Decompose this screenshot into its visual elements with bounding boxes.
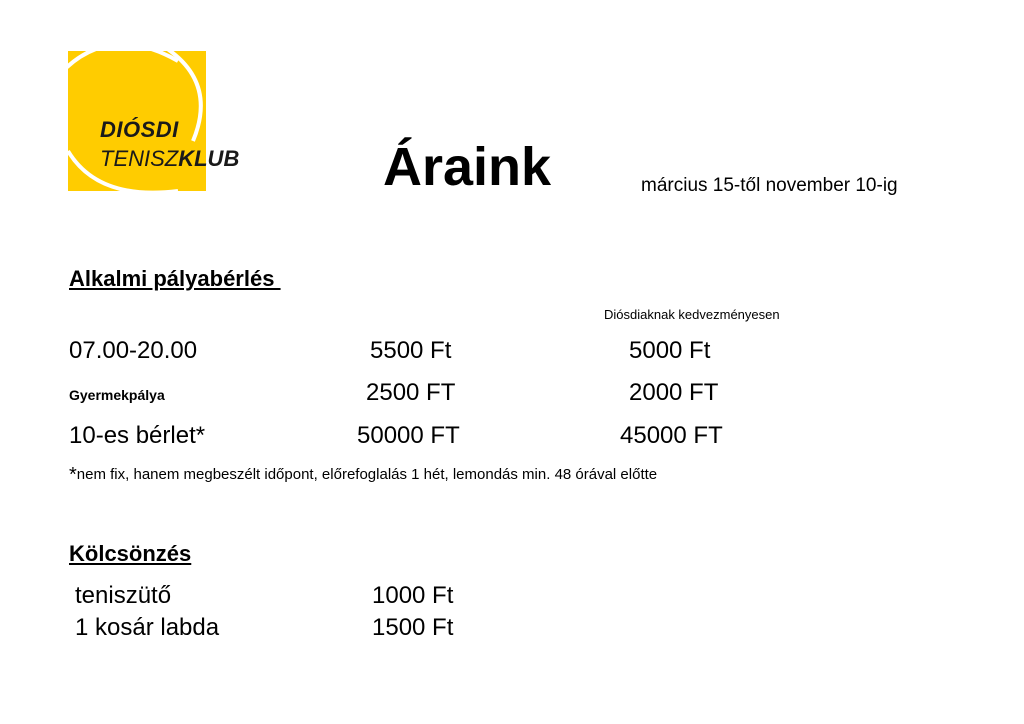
logo-text-klub: KLUB [178, 146, 240, 171]
row-price-pass: 50000 FT [357, 422, 460, 449]
row-label-hours: 07.00-20.00 [69, 337, 198, 364]
row-discount-hours: 5000 Ft [629, 337, 711, 364]
footnote [69, 464, 657, 487]
row-label-pass: 10-es bérlet* [69, 422, 206, 449]
row-discount-pass: 45000 FT [620, 422, 723, 449]
rental-label-ball-basket: 1 kosár labda [75, 614, 220, 641]
club-logo [68, 51, 268, 191]
footnote-star: * [69, 464, 77, 486]
court-rental-heading: Alkalmi pályabérlés [69, 266, 281, 291]
discount-column-header: Diósdiaknak kedvezményesen [604, 307, 780, 322]
validity-period: március 15-től november 10-ig [641, 175, 898, 196]
row-discount-kids-court: 2000 FT [629, 379, 719, 406]
row-price-hours: 5500 Ft [370, 337, 452, 364]
footnote-text: nem fix, hanem megbeszélt időpont, előrefoglalás 1 hét, lemondás min. 48 órával előtte [76, 466, 658, 483]
rental-price-ball-basket: 1500 Ft [372, 614, 454, 641]
rental-heading: Kölcsönzés [69, 541, 192, 566]
logo-text-tenisz: TENISZ [100, 146, 179, 171]
rental-price-racket: 1000 Ft [372, 582, 454, 609]
row-label-kids-court: Gyermekpálya [69, 387, 165, 403]
rental-label-racket: teniszütő [75, 582, 172, 609]
logo-text-line2 [100, 146, 239, 172]
page-title: Áraink [383, 137, 552, 197]
row-price-kids-court: 2500 FT [366, 379, 456, 406]
logo-text-line1: DIÓSDI [100, 117, 179, 142]
